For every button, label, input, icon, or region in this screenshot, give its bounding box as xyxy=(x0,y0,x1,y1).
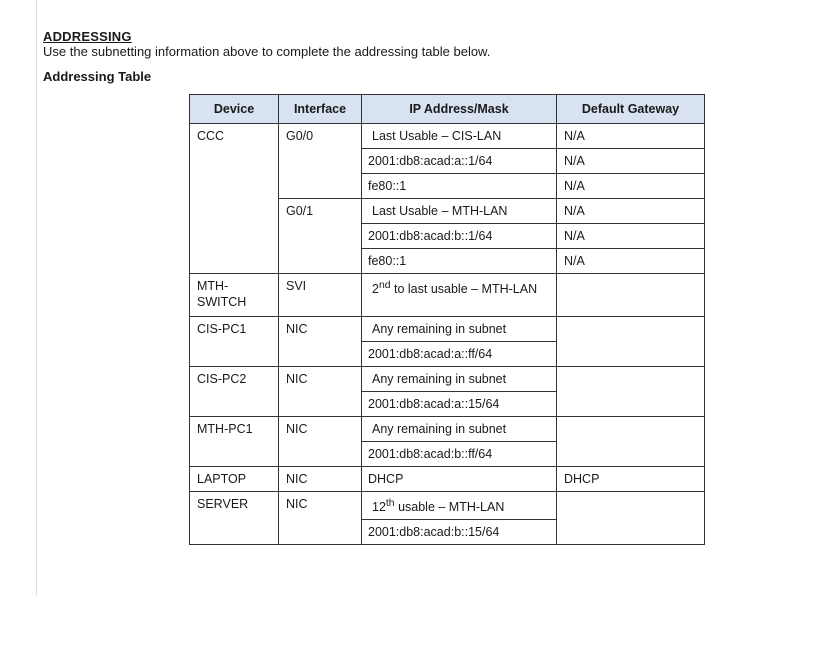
table-header-row xyxy=(190,95,705,124)
table-row xyxy=(190,124,705,149)
cell-ip xyxy=(362,274,557,317)
cell-ip: fe80::1 xyxy=(362,174,557,199)
cell-device-laptop: LAPTOP xyxy=(190,467,279,492)
cell-ip xyxy=(362,492,557,520)
table-row xyxy=(190,492,705,520)
cell-ip: Last Usable – CIS-LAN xyxy=(362,124,557,149)
cell-ip: 2001:db8:acad:a::ff/64 xyxy=(362,342,557,367)
cell-ip: Any remaining in subnet xyxy=(362,317,557,342)
cell-interface-g00: G0/0 xyxy=(279,124,362,199)
cell-device-mth-switch xyxy=(190,274,279,317)
ip-text: to last usable – MTH-LAN xyxy=(390,282,538,297)
cell-gateway xyxy=(557,274,705,317)
ip-ordinal-number: 2 xyxy=(372,282,379,297)
cell-gateway: N/A xyxy=(557,149,705,174)
cell-device-cis-pc1: CIS-PC1 xyxy=(190,317,279,367)
cell-device-ccc: CCC xyxy=(190,124,279,274)
cell-gateway xyxy=(557,492,705,545)
cell-ip: DHCP xyxy=(362,467,557,492)
ip-ordinal-suffix: th xyxy=(385,498,395,509)
cell-gateway xyxy=(557,417,705,467)
header-ip-address: IP Address/Mask xyxy=(362,95,557,124)
ip-ordinal-suffix: nd xyxy=(378,280,391,291)
cell-gateway: N/A xyxy=(557,249,705,274)
page-margin-rule xyxy=(36,0,37,596)
cell-interface: NIC xyxy=(279,417,362,467)
cell-interface: NIC xyxy=(279,317,362,367)
cell-gateway xyxy=(557,367,705,417)
header-device: Device xyxy=(190,95,279,124)
cell-device-mth-pc1: MTH-PC1 xyxy=(190,417,279,467)
instruction-text: Use the subnetting information above to complete the addressing table below. xyxy=(43,44,491,59)
cell-ip: Last Usable – MTH-LAN xyxy=(362,199,557,224)
table-row xyxy=(190,417,705,442)
table-row xyxy=(190,467,705,492)
section-heading: ADDRESSING xyxy=(43,29,132,44)
cell-ip: 2001:db8:acad:b::15/64 xyxy=(362,520,557,545)
table-title: Addressing Table xyxy=(43,69,152,84)
cell-ip: 2001:db8:acad:a::1/64 xyxy=(362,149,557,174)
cell-ip: Any remaining in subnet xyxy=(362,417,557,442)
ip-text: usable – MTH-LAN xyxy=(394,500,505,515)
ip-ordinal-number: 12 xyxy=(372,500,386,515)
addressing-table xyxy=(189,94,705,545)
cell-interface-g01: G0/1 xyxy=(279,199,362,274)
table-row xyxy=(190,274,705,317)
table-row xyxy=(190,317,705,342)
cell-interface: NIC xyxy=(279,492,362,545)
cell-gateway: DHCP xyxy=(557,467,705,492)
cell-interface: NIC xyxy=(279,367,362,417)
cell-ip: fe80::1 xyxy=(362,249,557,274)
cell-gateway xyxy=(557,317,705,367)
header-default-gateway: Default Gateway xyxy=(557,95,705,124)
cell-interface: NIC xyxy=(279,467,362,492)
cell-interface-svi: SVI xyxy=(279,274,362,317)
header-interface: Interface xyxy=(279,95,362,124)
cell-ip: Any remaining in subnet xyxy=(362,367,557,392)
table-row xyxy=(190,367,705,392)
cell-device-server: SERVER xyxy=(190,492,279,545)
device-name-line2: SWITCH xyxy=(197,295,247,309)
cell-gateway: N/A xyxy=(557,124,705,149)
device-name-line1: MTH- xyxy=(197,279,229,293)
cell-gateway: N/A xyxy=(557,224,705,249)
cell-ip: 2001:db8:acad:b::ff/64 xyxy=(362,442,557,467)
cell-device-cis-pc2: CIS-PC2 xyxy=(190,367,279,417)
cell-ip: 2001:db8:acad:b::1/64 xyxy=(362,224,557,249)
cell-gateway: N/A xyxy=(557,174,705,199)
cell-ip: 2001:db8:acad:a::15/64 xyxy=(362,392,557,417)
cell-gateway: N/A xyxy=(557,199,705,224)
